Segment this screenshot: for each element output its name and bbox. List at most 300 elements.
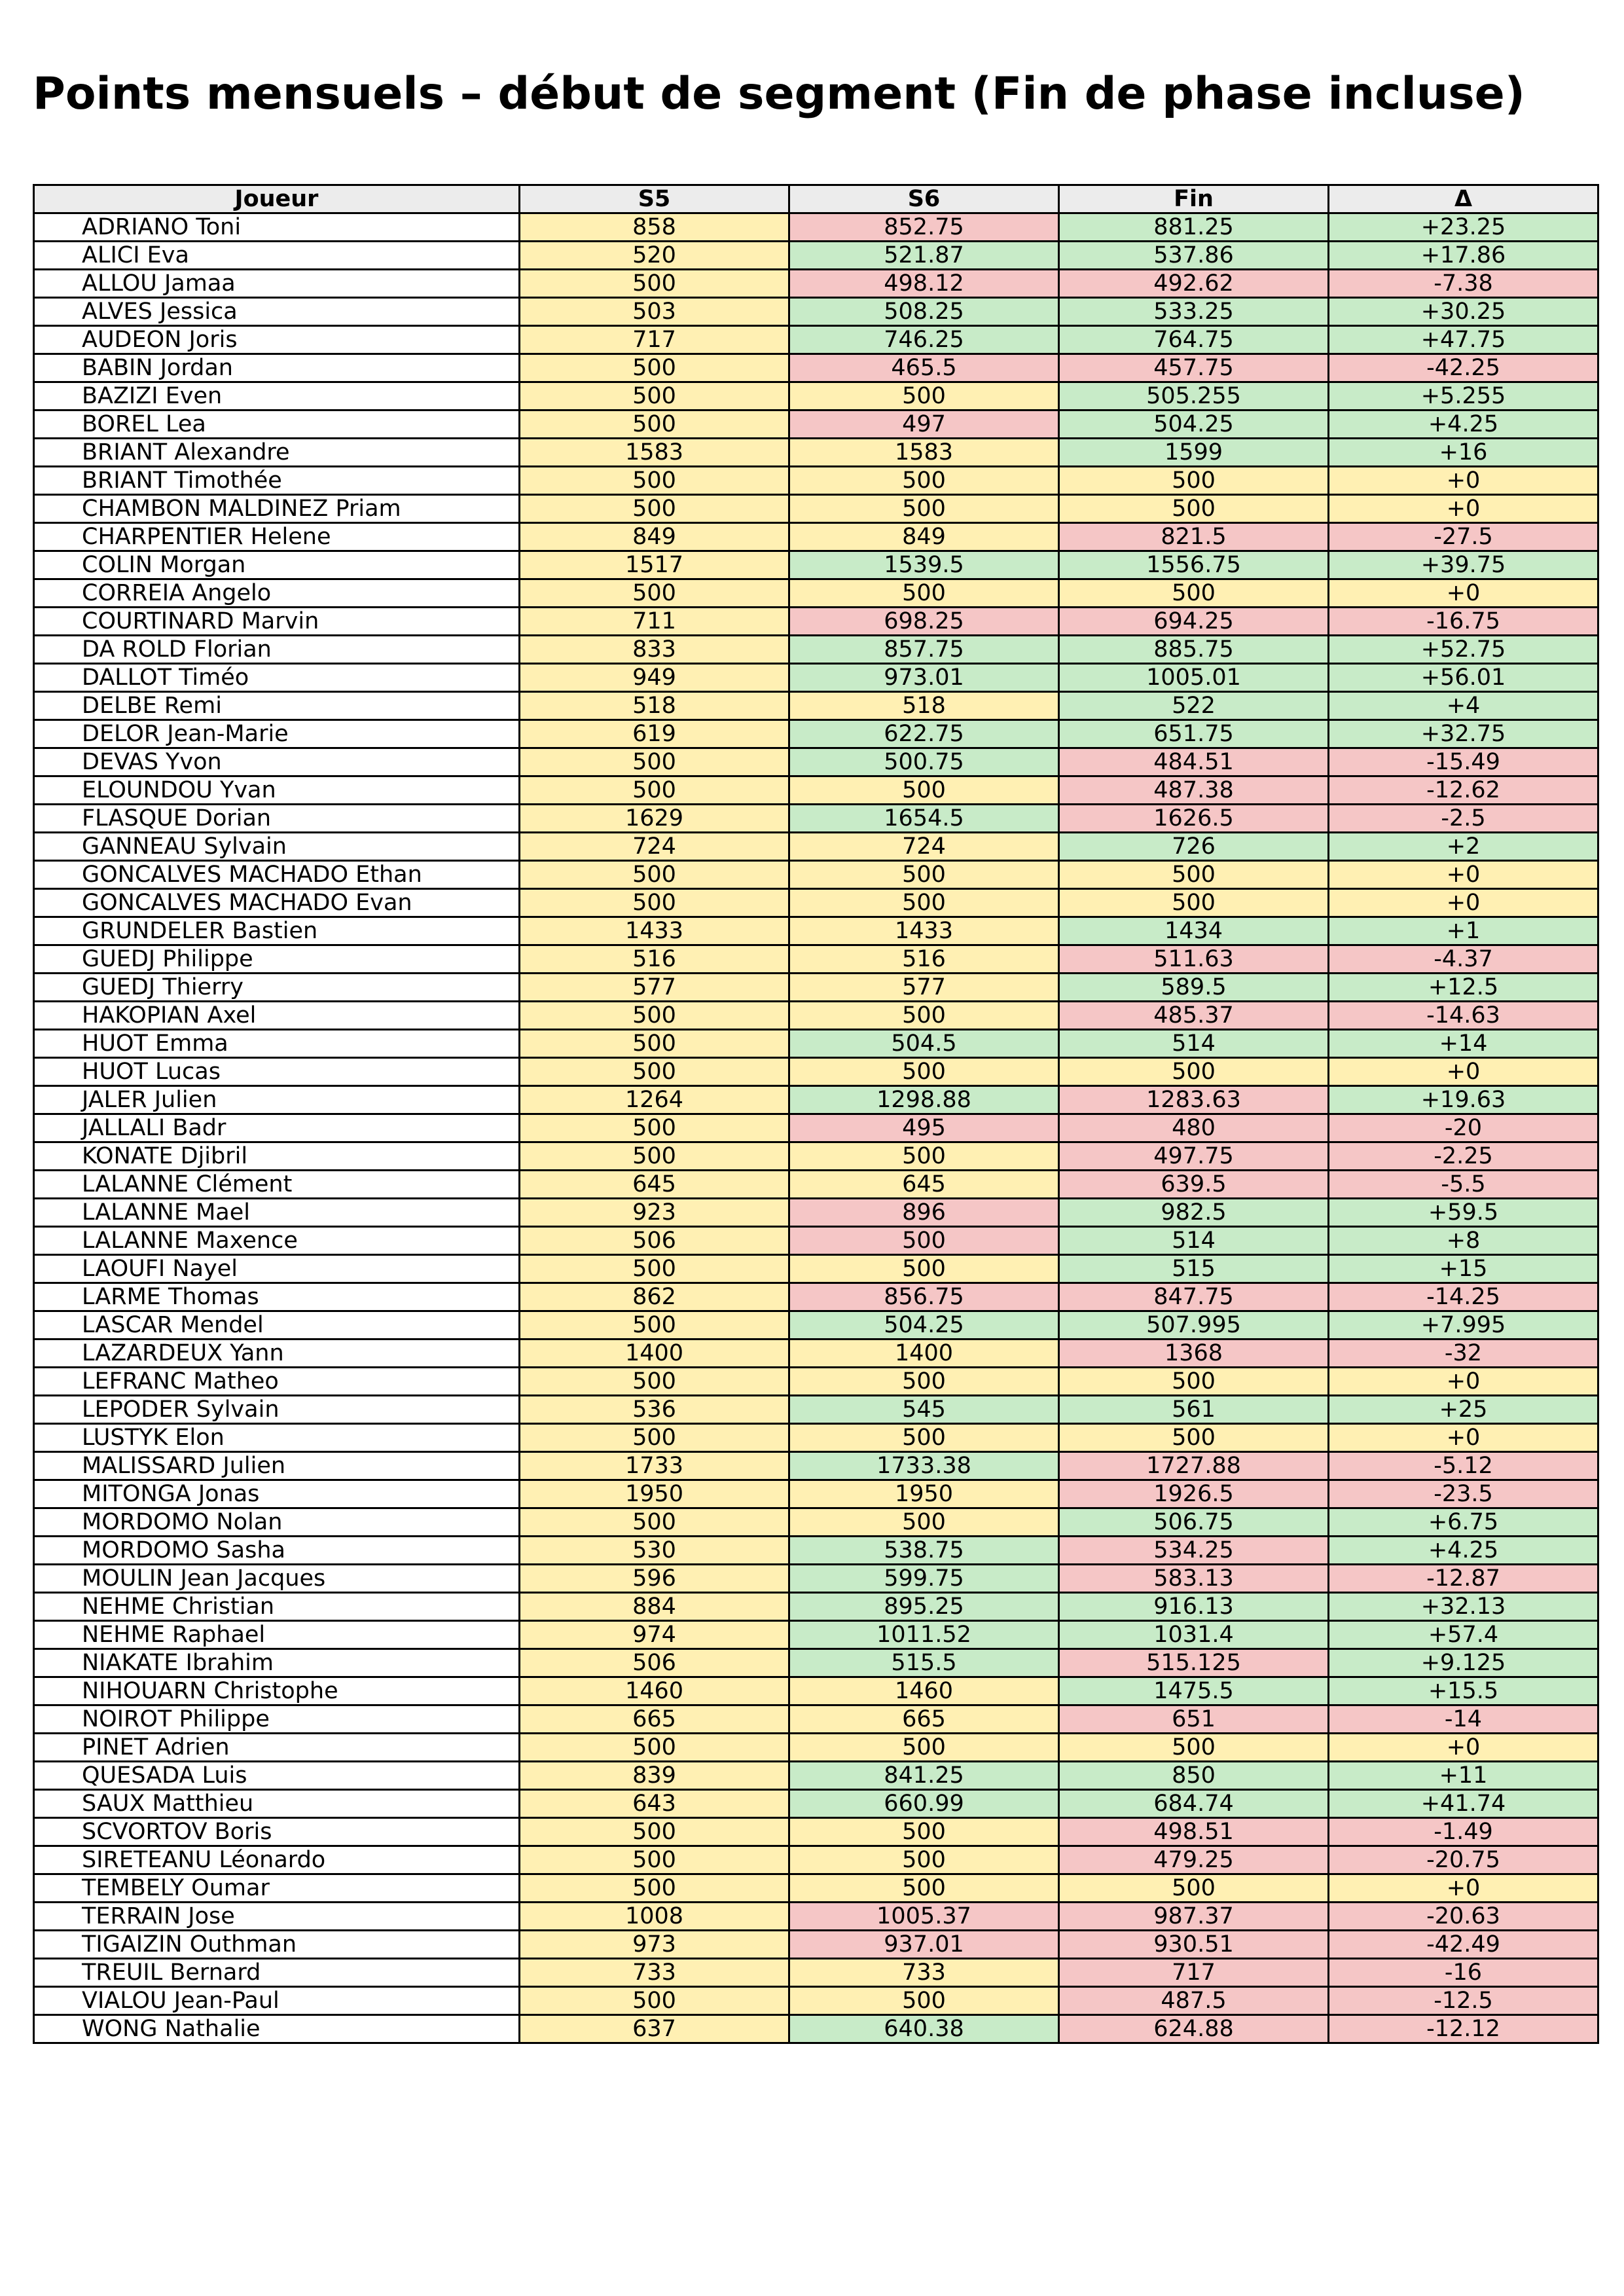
player-name-cell: NOIROT Philippe [34, 1705, 520, 1734]
fin-cell: 500 [1059, 1058, 1329, 1086]
s6-cell: 1654.5 [789, 805, 1059, 833]
fin-cell: 537.86 [1059, 242, 1329, 270]
s6-cell: 465.5 [789, 354, 1059, 382]
s5-cell: 520 [520, 242, 789, 270]
s5-cell: 500 [520, 748, 789, 776]
player-name-cell: BRIANT Alexandre [34, 439, 520, 467]
s5-cell: 500 [520, 382, 789, 410]
s5-cell: 500 [520, 495, 789, 523]
table-row [34, 1311, 1598, 1339]
player-name-cell: NEHME Raphael [34, 1621, 520, 1649]
player-name-cell: DALLOT Timéo [34, 664, 520, 692]
s6-cell: 973.01 [789, 664, 1059, 692]
player-name-cell: LASCAR Mendel [34, 1311, 520, 1339]
player-name-cell: LEPODER Sylvain [34, 1396, 520, 1424]
table-row [34, 1002, 1598, 1030]
fin-cell: 930.51 [1059, 1931, 1329, 1959]
delta-cell: +17.86 [1329, 242, 1598, 270]
header-s5: S5 [520, 185, 789, 213]
fin-cell: 500 [1059, 1424, 1329, 1452]
fin-cell: 583.13 [1059, 1565, 1329, 1593]
s6-cell: 500 [789, 1818, 1059, 1846]
player-name-cell: TEMBELY Oumar [34, 1874, 520, 1903]
player-name-cell: TREUIL Bernard [34, 1959, 520, 1987]
delta-cell: +4.25 [1329, 1537, 1598, 1565]
delta-cell: +12.5 [1329, 974, 1598, 1002]
table-row [34, 917, 1598, 945]
s5-cell: 717 [520, 326, 789, 354]
player-name-cell: GRUNDELER Bastien [34, 917, 520, 945]
fin-cell: 487.38 [1059, 776, 1329, 805]
s6-cell: 500 [789, 1368, 1059, 1396]
s5-cell: 733 [520, 1959, 789, 1987]
table-row [34, 1818, 1598, 1846]
s5-cell: 619 [520, 720, 789, 748]
table-row [34, 326, 1598, 354]
delta-cell: +8 [1329, 1227, 1598, 1255]
table-row [34, 974, 1598, 1002]
s6-cell: 500 [789, 776, 1059, 805]
s5-cell: 500 [520, 1368, 789, 1396]
header-s6: S6 [789, 185, 1059, 213]
player-name-cell: PINET Adrien [34, 1734, 520, 1762]
table-row [34, 1396, 1598, 1424]
table-row [34, 1171, 1598, 1199]
table-row [34, 1339, 1598, 1368]
player-name-cell: ALICI Eva [34, 242, 520, 270]
s5-cell: 1264 [520, 1086, 789, 1114]
s6-cell: 937.01 [789, 1931, 1059, 1959]
s5-cell: 518 [520, 692, 789, 720]
player-name-cell: BABIN Jordan [34, 354, 520, 382]
s5-cell: 500 [520, 776, 789, 805]
delta-cell: +19.63 [1329, 1086, 1598, 1114]
fin-cell: 514 [1059, 1030, 1329, 1058]
player-name-cell: CHARPENTIER Helene [34, 523, 520, 551]
fin-cell: 479.25 [1059, 1846, 1329, 1874]
table-row [34, 1874, 1598, 1903]
s6-cell: 500 [789, 1424, 1059, 1452]
fin-cell: 480 [1059, 1114, 1329, 1142]
s5-cell: 974 [520, 1621, 789, 1649]
fin-cell: 589.5 [1059, 974, 1329, 1002]
s5-cell: 500 [520, 1002, 789, 1030]
fin-cell: 1727.88 [1059, 1452, 1329, 1480]
s5-cell: 596 [520, 1565, 789, 1593]
delta-cell: -12.62 [1329, 776, 1598, 805]
s5-cell: 500 [520, 1874, 789, 1903]
fin-cell: 533.25 [1059, 298, 1329, 326]
header-fin: Fin [1059, 185, 1329, 213]
s6-cell: 857.75 [789, 636, 1059, 664]
s5-cell: 500 [520, 1030, 789, 1058]
player-name-cell: MORDOMO Sasha [34, 1537, 520, 1565]
delta-cell: +59.5 [1329, 1199, 1598, 1227]
s5-cell: 711 [520, 608, 789, 636]
table-row [34, 636, 1598, 664]
fin-cell: 500 [1059, 495, 1329, 523]
s6-cell: 599.75 [789, 1565, 1059, 1593]
s5-cell: 1583 [520, 439, 789, 467]
fin-cell: 505.255 [1059, 382, 1329, 410]
fin-cell: 500 [1059, 861, 1329, 889]
player-name-cell: GONCALVES MACHADO Evan [34, 889, 520, 917]
table-row [34, 1199, 1598, 1227]
s5-cell: 506 [520, 1227, 789, 1255]
fin-cell: 694.25 [1059, 608, 1329, 636]
table-row [34, 720, 1598, 748]
s6-cell: 497 [789, 410, 1059, 439]
s6-cell: 841.25 [789, 1762, 1059, 1790]
delta-cell: +5.255 [1329, 382, 1598, 410]
s5-cell: 643 [520, 1790, 789, 1818]
table-row [34, 1734, 1598, 1762]
fin-cell: 511.63 [1059, 945, 1329, 974]
fin-cell: 847.75 [1059, 1283, 1329, 1311]
fin-cell: 651.75 [1059, 720, 1329, 748]
fin-cell: 1434 [1059, 917, 1329, 945]
fin-cell: 651 [1059, 1705, 1329, 1734]
player-name-cell: MOULIN Jean Jacques [34, 1565, 520, 1593]
s5-cell: 724 [520, 833, 789, 861]
player-name-cell: VIALOU Jean-Paul [34, 1987, 520, 2015]
delta-cell: +0 [1329, 467, 1598, 495]
player-name-cell: CHAMBON MALDINEZ Priam [34, 495, 520, 523]
fin-cell: 515.125 [1059, 1649, 1329, 1677]
delta-cell: -14 [1329, 1705, 1598, 1734]
s5-cell: 862 [520, 1283, 789, 1311]
player-name-cell: AUDEON Joris [34, 326, 520, 354]
player-name-cell: LALANNE Clément [34, 1171, 520, 1199]
s6-cell: 545 [789, 1396, 1059, 1424]
delta-cell: -2.25 [1329, 1142, 1598, 1171]
delta-cell: -14.63 [1329, 1002, 1598, 1030]
fin-cell: 639.5 [1059, 1171, 1329, 1199]
table-row [34, 1593, 1598, 1621]
player-name-cell: LUSTYK Elon [34, 1424, 520, 1452]
fin-cell: 850 [1059, 1762, 1329, 1790]
fin-cell: 881.25 [1059, 213, 1329, 242]
table-row [34, 1846, 1598, 1874]
s6-cell: 500 [789, 889, 1059, 917]
s5-cell: 884 [520, 1593, 789, 1621]
player-name-cell: COURTINARD Marvin [34, 608, 520, 636]
fin-cell: 624.88 [1059, 2015, 1329, 2043]
delta-cell: +0 [1329, 1058, 1598, 1086]
player-name-cell: WONG Nathalie [34, 2015, 520, 2043]
table-row [34, 1114, 1598, 1142]
s6-cell: 645 [789, 1171, 1059, 1199]
fin-cell: 487.5 [1059, 1987, 1329, 2015]
player-name-cell: LAZARDEUX Yann [34, 1339, 520, 1368]
s6-cell: 1539.5 [789, 551, 1059, 579]
s5-cell: 923 [520, 1199, 789, 1227]
s6-cell: 518 [789, 692, 1059, 720]
delta-cell: -15.49 [1329, 748, 1598, 776]
fin-cell: 492.62 [1059, 270, 1329, 298]
table-row [34, 1086, 1598, 1114]
delta-cell: +56.01 [1329, 664, 1598, 692]
player-name-cell: LARME Thomas [34, 1283, 520, 1311]
table-row [34, 692, 1598, 720]
table-row [34, 1959, 1598, 1987]
table-row [34, 298, 1598, 326]
delta-cell: +57.4 [1329, 1621, 1598, 1649]
s5-cell: 500 [520, 579, 789, 608]
table-row [34, 776, 1598, 805]
fin-cell: 1283.63 [1059, 1086, 1329, 1114]
s5-cell: 500 [520, 1058, 789, 1086]
s6-cell: 724 [789, 833, 1059, 861]
delta-cell: -1.49 [1329, 1818, 1598, 1846]
player-name-cell: LALANNE Mael [34, 1199, 520, 1227]
delta-cell: -12.5 [1329, 1987, 1598, 2015]
fin-cell: 500 [1059, 889, 1329, 917]
fin-cell: 1475.5 [1059, 1677, 1329, 1705]
s5-cell: 500 [520, 1818, 789, 1846]
table-row [34, 1368, 1598, 1396]
s6-cell: 852.75 [789, 213, 1059, 242]
s5-cell: 500 [520, 354, 789, 382]
s5-cell: 577 [520, 974, 789, 1002]
s6-cell: 500 [789, 1508, 1059, 1537]
table-row [34, 2015, 1598, 2043]
s5-cell: 637 [520, 2015, 789, 2043]
table-row [34, 1705, 1598, 1734]
delta-cell: -20.63 [1329, 1903, 1598, 1931]
s6-cell: 508.25 [789, 298, 1059, 326]
player-name-cell: HUOT Emma [34, 1030, 520, 1058]
s6-cell: 500 [789, 1255, 1059, 1283]
delta-cell: -4.37 [1329, 945, 1598, 974]
delta-cell: +0 [1329, 1424, 1598, 1452]
s6-cell: 495 [789, 1114, 1059, 1142]
s6-cell: 500 [789, 1058, 1059, 1086]
s6-cell: 698.25 [789, 608, 1059, 636]
player-name-cell: SAUX Matthieu [34, 1790, 520, 1818]
s5-cell: 503 [520, 298, 789, 326]
s5-cell: 500 [520, 861, 789, 889]
player-name-cell: GUEDJ Philippe [34, 945, 520, 974]
delta-cell: -16 [1329, 1959, 1598, 1987]
fin-cell: 717 [1059, 1959, 1329, 1987]
table-row [34, 1227, 1598, 1255]
s5-cell: 1400 [520, 1339, 789, 1368]
table-row [34, 213, 1598, 242]
table-row [34, 523, 1598, 551]
fin-cell: 821.5 [1059, 523, 1329, 551]
s6-cell: 1433 [789, 917, 1059, 945]
table-row [34, 382, 1598, 410]
delta-cell: -5.12 [1329, 1452, 1598, 1480]
player-name-cell: BAZIZI Even [34, 382, 520, 410]
delta-cell: +0 [1329, 1734, 1598, 1762]
delta-cell: +9.125 [1329, 1649, 1598, 1677]
delta-cell: -23.5 [1329, 1480, 1598, 1508]
delta-cell: -42.49 [1329, 1931, 1598, 1959]
table-row [34, 410, 1598, 439]
player-name-cell: MALISSARD Julien [34, 1452, 520, 1480]
delta-cell: +32.75 [1329, 720, 1598, 748]
s6-cell: 504.25 [789, 1311, 1059, 1339]
table-row [34, 861, 1598, 889]
delta-cell: +0 [1329, 495, 1598, 523]
s6-cell: 1950 [789, 1480, 1059, 1508]
table-row [34, 242, 1598, 270]
player-name-cell: HUOT Lucas [34, 1058, 520, 1086]
table-row [34, 1508, 1598, 1537]
delta-cell: +0 [1329, 861, 1598, 889]
table-row [34, 664, 1598, 692]
delta-cell: +25 [1329, 1396, 1598, 1424]
fin-cell: 500 [1059, 1368, 1329, 1396]
player-name-cell: JALLALI Badr [34, 1114, 520, 1142]
table-row [34, 467, 1598, 495]
fin-cell: 1926.5 [1059, 1480, 1329, 1508]
s5-cell: 839 [520, 1762, 789, 1790]
delta-cell: -32 [1329, 1339, 1598, 1368]
player-name-cell: FLASQUE Dorian [34, 805, 520, 833]
fin-cell: 1031.4 [1059, 1621, 1329, 1649]
fin-cell: 500 [1059, 1874, 1329, 1903]
delta-cell: +0 [1329, 579, 1598, 608]
table-row [34, 889, 1598, 917]
s6-cell: 849 [789, 523, 1059, 551]
player-name-cell: DELBE Remi [34, 692, 520, 720]
s5-cell: 500 [520, 889, 789, 917]
delta-cell: +39.75 [1329, 551, 1598, 579]
s6-cell: 504.5 [789, 1030, 1059, 1058]
player-name-cell: KONATE Djibril [34, 1142, 520, 1171]
s6-cell: 1733.38 [789, 1452, 1059, 1480]
s6-cell: 500 [789, 1734, 1059, 1762]
s6-cell: 500 [789, 861, 1059, 889]
table-row [34, 354, 1598, 382]
table-row [34, 270, 1598, 298]
table-row [34, 1424, 1598, 1452]
table-row [34, 1565, 1598, 1593]
s6-cell: 500 [789, 467, 1059, 495]
delta-cell: +30.25 [1329, 298, 1598, 326]
delta-cell: +6.75 [1329, 1508, 1598, 1537]
s5-cell: 645 [520, 1171, 789, 1199]
player-name-cell: BRIANT Timothée [34, 467, 520, 495]
delta-cell: +0 [1329, 1874, 1598, 1903]
table-row [34, 1931, 1598, 1959]
table-row [34, 1537, 1598, 1565]
fin-cell: 457.75 [1059, 354, 1329, 382]
delta-cell: -27.5 [1329, 523, 1598, 551]
s5-cell: 833 [520, 636, 789, 664]
s6-cell: 500 [789, 1987, 1059, 2015]
s5-cell: 858 [520, 213, 789, 242]
fin-cell: 500 [1059, 1734, 1329, 1762]
fin-cell: 885.75 [1059, 636, 1329, 664]
delta-cell: +11 [1329, 1762, 1598, 1790]
player-name-cell: BOREL Lea [34, 410, 520, 439]
table-row [34, 1649, 1598, 1677]
s5-cell: 500 [520, 270, 789, 298]
player-name-cell: DA ROLD Florian [34, 636, 520, 664]
fin-cell: 726 [1059, 833, 1329, 861]
s5-cell: 500 [520, 1508, 789, 1537]
player-name-cell: DEVAS Yvon [34, 748, 520, 776]
fin-cell: 916.13 [1059, 1593, 1329, 1621]
delta-cell: +41.74 [1329, 1790, 1598, 1818]
table-row [34, 1677, 1598, 1705]
s6-cell: 746.25 [789, 326, 1059, 354]
header-joueur: Joueur [34, 185, 520, 213]
s6-cell: 1460 [789, 1677, 1059, 1705]
table-row [34, 945, 1598, 974]
table-row [34, 1030, 1598, 1058]
player-name-cell: LEFRANC Matheo [34, 1368, 520, 1396]
player-name-cell: NEHME Christian [34, 1593, 520, 1621]
s5-cell: 500 [520, 1114, 789, 1142]
table-row [34, 1903, 1598, 1931]
s5-cell: 665 [520, 1705, 789, 1734]
player-name-cell: HAKOPIAN Axel [34, 1002, 520, 1030]
fin-cell: 684.74 [1059, 1790, 1329, 1818]
player-name-cell: NIHOUARN Christophe [34, 1677, 520, 1705]
table-row [34, 608, 1598, 636]
s5-cell: 536 [520, 1396, 789, 1424]
fin-cell: 500 [1059, 467, 1329, 495]
s6-cell: 500 [789, 382, 1059, 410]
player-name-cell: COLIN Morgan [34, 551, 520, 579]
player-name-cell: ELOUNDOU Yvan [34, 776, 520, 805]
s6-cell: 500 [789, 495, 1059, 523]
s6-cell: 500 [789, 1227, 1059, 1255]
s6-cell: 577 [789, 974, 1059, 1002]
table-row [34, 1058, 1598, 1086]
delta-cell: -2.5 [1329, 805, 1598, 833]
fin-cell: 982.5 [1059, 1199, 1329, 1227]
s6-cell: 500 [789, 579, 1059, 608]
player-name-cell: NIAKATE Ibrahim [34, 1649, 520, 1677]
delta-cell: +4.25 [1329, 410, 1598, 439]
fin-cell: 506.75 [1059, 1508, 1329, 1537]
s6-cell: 515.5 [789, 1649, 1059, 1677]
delta-cell: -42.25 [1329, 354, 1598, 382]
s5-cell: 1460 [520, 1677, 789, 1705]
s6-cell: 733 [789, 1959, 1059, 1987]
s6-cell: 622.75 [789, 720, 1059, 748]
s6-cell: 1011.52 [789, 1621, 1059, 1649]
s6-cell: 500 [789, 1002, 1059, 1030]
delta-cell: +16 [1329, 439, 1598, 467]
fin-cell: 484.51 [1059, 748, 1329, 776]
delta-cell: -12.87 [1329, 1565, 1598, 1593]
delta-cell: +15 [1329, 1255, 1598, 1283]
s5-cell: 500 [520, 1734, 789, 1762]
s6-cell: 1298.88 [789, 1086, 1059, 1114]
s5-cell: 849 [520, 523, 789, 551]
fin-cell: 534.25 [1059, 1537, 1329, 1565]
player-name-cell: MORDOMO Nolan [34, 1508, 520, 1537]
s6-cell: 896 [789, 1199, 1059, 1227]
player-name-cell: GONCALVES MACHADO Ethan [34, 861, 520, 889]
player-name-cell: QUESADA Luis [34, 1762, 520, 1790]
s5-cell: 1008 [520, 1903, 789, 1931]
player-name-cell: LAOUFI Nayel [34, 1255, 520, 1283]
s6-cell: 521.87 [789, 242, 1059, 270]
table-row [34, 1480, 1598, 1508]
player-name-cell: SCVORTOV Boris [34, 1818, 520, 1846]
table-row [34, 495, 1598, 523]
s5-cell: 506 [520, 1649, 789, 1677]
page-title: Points mensuels – début de segment (Fin de phase incluse) [33, 68, 1525, 120]
